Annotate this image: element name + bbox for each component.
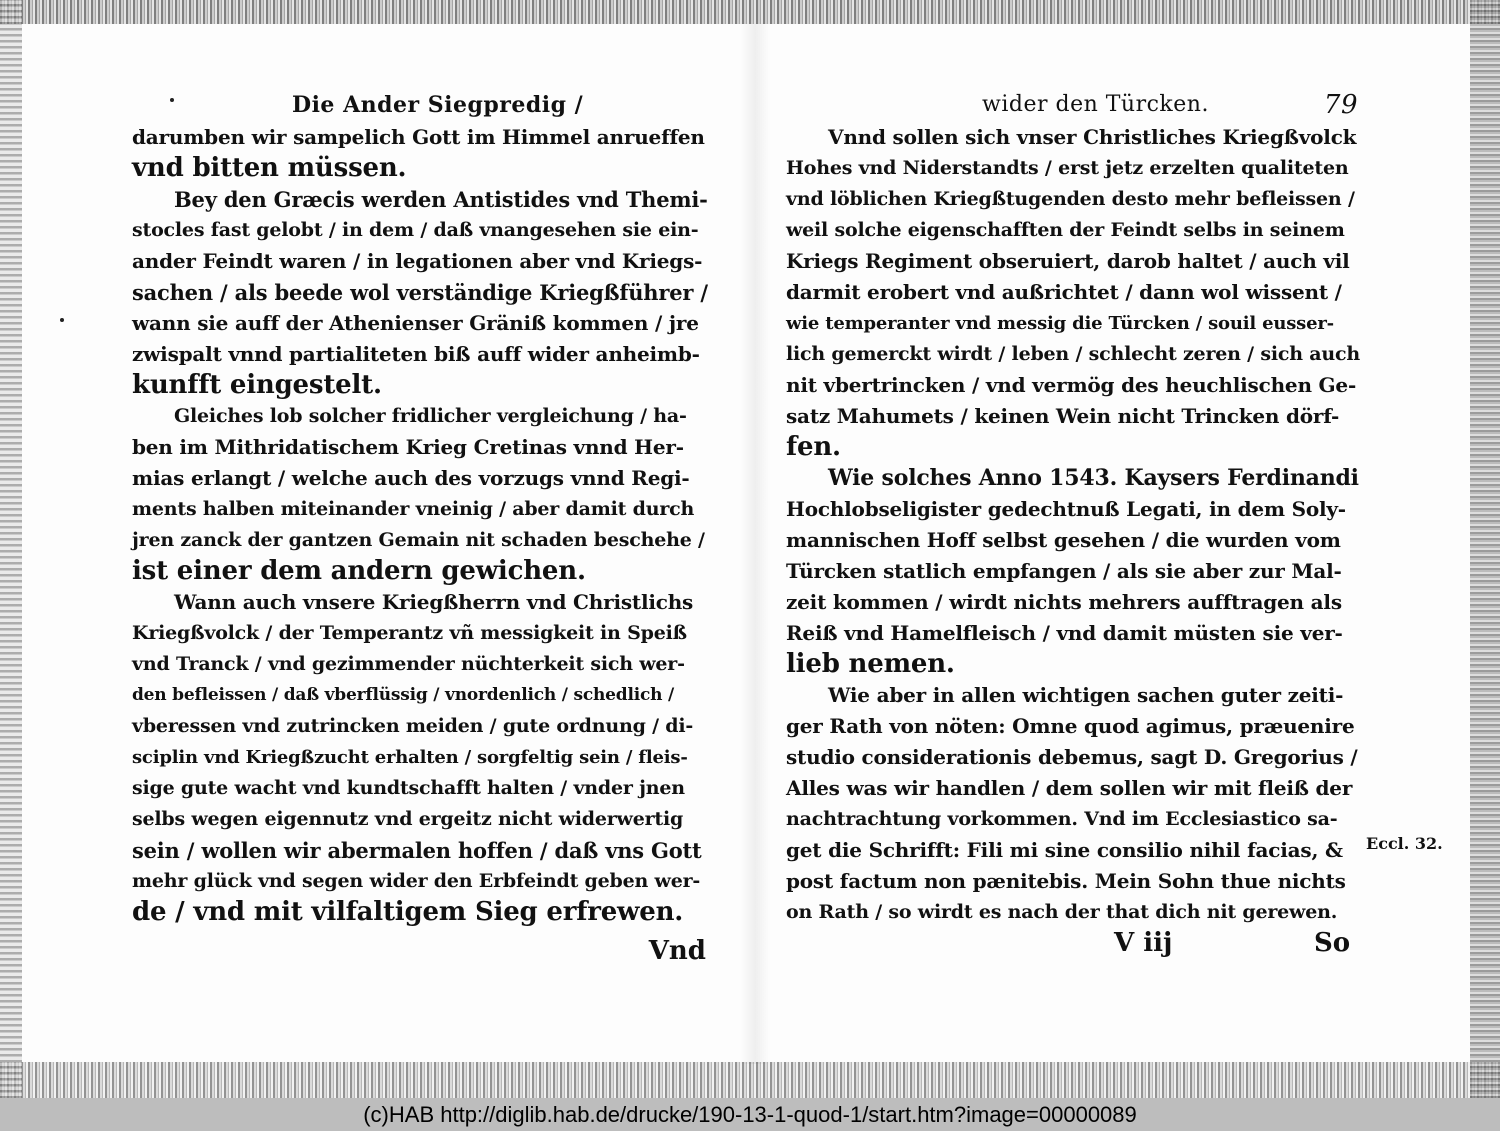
text-line: get die Schrifft: Fili mi sine consilio nihil facias, & bbox=[786, 838, 1343, 862]
text-line: Wie aber in allen wichtigen sachen guter zeiti- bbox=[828, 683, 1344, 707]
text-line: nachtrachtung vorkommen. Vnd im Ecclesiastico sa- bbox=[786, 808, 1338, 830]
text-line: weil solche eigenschafften der Feindt selbs in seinem bbox=[786, 219, 1345, 241]
text-line: Hohes vnd Niderstandts / erst jetz erzelten qualiteten bbox=[786, 157, 1349, 179]
text-line: nit vbertrincken / vnd vermög des heuchlischen Ge- bbox=[786, 373, 1357, 397]
text-line: post factum non pænitebis. Mein Sohn thue nichts bbox=[786, 869, 1346, 893]
text-line: ments halben miteinander vneinig / aber damit durch bbox=[132, 498, 695, 520]
text-line: vnd Tranck / vnd gezimmender nüchterkeit sich wer- bbox=[132, 653, 685, 675]
text-line: vnd bitten müssen. bbox=[132, 153, 407, 183]
scan-edge-left bbox=[0, 0, 22, 1098]
text-line: de / vnd mit vilfaltigem Sieg erfrewen. bbox=[132, 897, 684, 927]
running-head: Die Ander Siegpredig / bbox=[292, 92, 584, 118]
text-line: zwispalt vnnd partialiteten biß auff wider anheimb- bbox=[132, 342, 700, 366]
text-line: den befleissen / daß vberflüssig / vnordenlich / schedlich / bbox=[132, 685, 675, 705]
text-line: stocles fast gelobt / in dem / daß vnangesehen sie ein- bbox=[132, 219, 699, 241]
page-number: 79 bbox=[1323, 90, 1358, 120]
signature-mark: V iij bbox=[1114, 928, 1173, 958]
left-page-header bbox=[132, 88, 710, 122]
text-line: mias erlangt / welche auch des vorzugs vnnd Regi- bbox=[132, 466, 690, 490]
text-line: vnd löblichen Kriegßtugenden desto mehr befleissen / bbox=[786, 188, 1355, 210]
text-line: ist einer dem andern gewichen. bbox=[132, 556, 586, 586]
text-line: Vnnd sollen sich vnser Christliches Kriegßvolck bbox=[828, 125, 1357, 149]
text-line: Hochlobseligister gedechtnuß Legati, in dem Soly- bbox=[786, 497, 1346, 521]
text-line: satz Mahumets / keinen Wein nicht Trincken dörf- bbox=[786, 404, 1340, 428]
scan-edge-top bbox=[0, 0, 1500, 24]
text-line: darumben wir sampelich Gott im Himmel anrueffen bbox=[132, 125, 705, 149]
text-line: Wann auch vnsere Kriegßherrn vnd Christlichs bbox=[174, 590, 694, 614]
scan-edge-bottom bbox=[0, 1062, 1500, 1098]
scan-edge-right bbox=[1470, 0, 1500, 1098]
text-line: kunfft eingestelt. bbox=[132, 370, 382, 400]
text-line: studio considerationis debemus, sagt D. Gregorius / bbox=[786, 745, 1358, 769]
text-line: wie temperanter vnd messig die Türcken / souil eusser- bbox=[786, 313, 1334, 334]
right-page-footer-line bbox=[786, 928, 1366, 959]
text-line: sein / wollen wir abermalen hoffen / daß vns Gott bbox=[132, 838, 702, 863]
text-line: Reiß vnd Hamelfleisch / vnd damit müsten sie ver- bbox=[786, 621, 1343, 645]
text-line: ger Rath von nöten: Omne quod agimus, præuenire bbox=[786, 714, 1355, 738]
margin-note: Eccl. 32. bbox=[1366, 834, 1443, 853]
catchword: Vnd bbox=[648, 936, 706, 966]
text-line: selbs wegen eigennutz vnd ergeitz nicht widerwertig bbox=[132, 808, 684, 830]
copyright-footer: (c)HAB http://diglib.hab.de/drucke/190-13-1-quod-1/start.htm?image=00000089 bbox=[0, 1098, 1500, 1131]
text-line: ander Feindt waren / in legationen aber vnd Kriegs- bbox=[132, 249, 703, 273]
text-line: Kriegßvolck / der Temperantz vñ messigkeit in Speiß bbox=[132, 622, 687, 644]
book-gutter bbox=[740, 24, 770, 1064]
text-line: ben im Mithridatischem Krieg Cretinas vnnd Her- bbox=[132, 435, 684, 459]
left-page-text bbox=[132, 122, 710, 928]
text-line: Gleiches lob solcher fridlicher vergleichung / ha- bbox=[174, 405, 687, 427]
ink-speck bbox=[60, 318, 64, 322]
text-line: mehr glück vnd segen wider den Erbfeindt geben wer- bbox=[132, 870, 701, 892]
text-line: sige gute wacht vnd kundtschafft halten / vnder jnen bbox=[132, 777, 685, 799]
left-page bbox=[132, 88, 710, 967]
text-line: jren zanck der gantzen Gemain nit schaden beschehe / bbox=[132, 529, 705, 551]
text-line: Kriegs Regiment obseruiert, darob haltet / auch vil bbox=[786, 249, 1350, 273]
right-page-text bbox=[786, 122, 1366, 928]
catchword: So bbox=[1314, 928, 1351, 958]
text-line: sachen / als beede wol verständige Kriegßführer / bbox=[132, 280, 708, 305]
text-line: Türcken statlich empfangen / als sie aber zur Mal- bbox=[786, 559, 1342, 583]
text-line: on Rath / so wirdt es nach der that dich nit gerewen. bbox=[786, 901, 1338, 923]
right-page-header bbox=[786, 88, 1366, 122]
text-line: Wie solches Anno 1543. Kaysers Ferdinandi bbox=[828, 465, 1359, 491]
running-head: wider den Türcken. bbox=[982, 92, 1209, 117]
text-line: sciplin vnd Kriegßzucht erhalten / sorgfeltig sein / fleis- bbox=[132, 747, 688, 768]
text-line: lich gemerckt wirdt / leben / schlecht zeren / sich auch bbox=[786, 343, 1360, 365]
text-line: wann sie auff der Athenienser Gräniß kommen / jre bbox=[132, 311, 699, 335]
text-line: darmit erobert vnd außrichtet / dann wol wissent / bbox=[786, 280, 1342, 304]
text-line: Bey den Græcis werden Antistides vnd Themi- bbox=[174, 187, 708, 212]
text-line: mannischen Hoff selbst gesehen / die wurden vom bbox=[786, 528, 1341, 552]
text-line: vberessen vnd zutrincken meiden / gute ordnung / di- bbox=[132, 715, 694, 737]
text-line: Alles was wir handlen / dem sollen wir mit fleiß der bbox=[786, 776, 1353, 800]
right-page bbox=[786, 88, 1366, 959]
text-line: fen. bbox=[786, 432, 841, 462]
text-line: zeit kommen / wirdt nichts mehrers aufftragen als bbox=[786, 590, 1342, 614]
text-line: lieb nemen. bbox=[786, 649, 955, 679]
